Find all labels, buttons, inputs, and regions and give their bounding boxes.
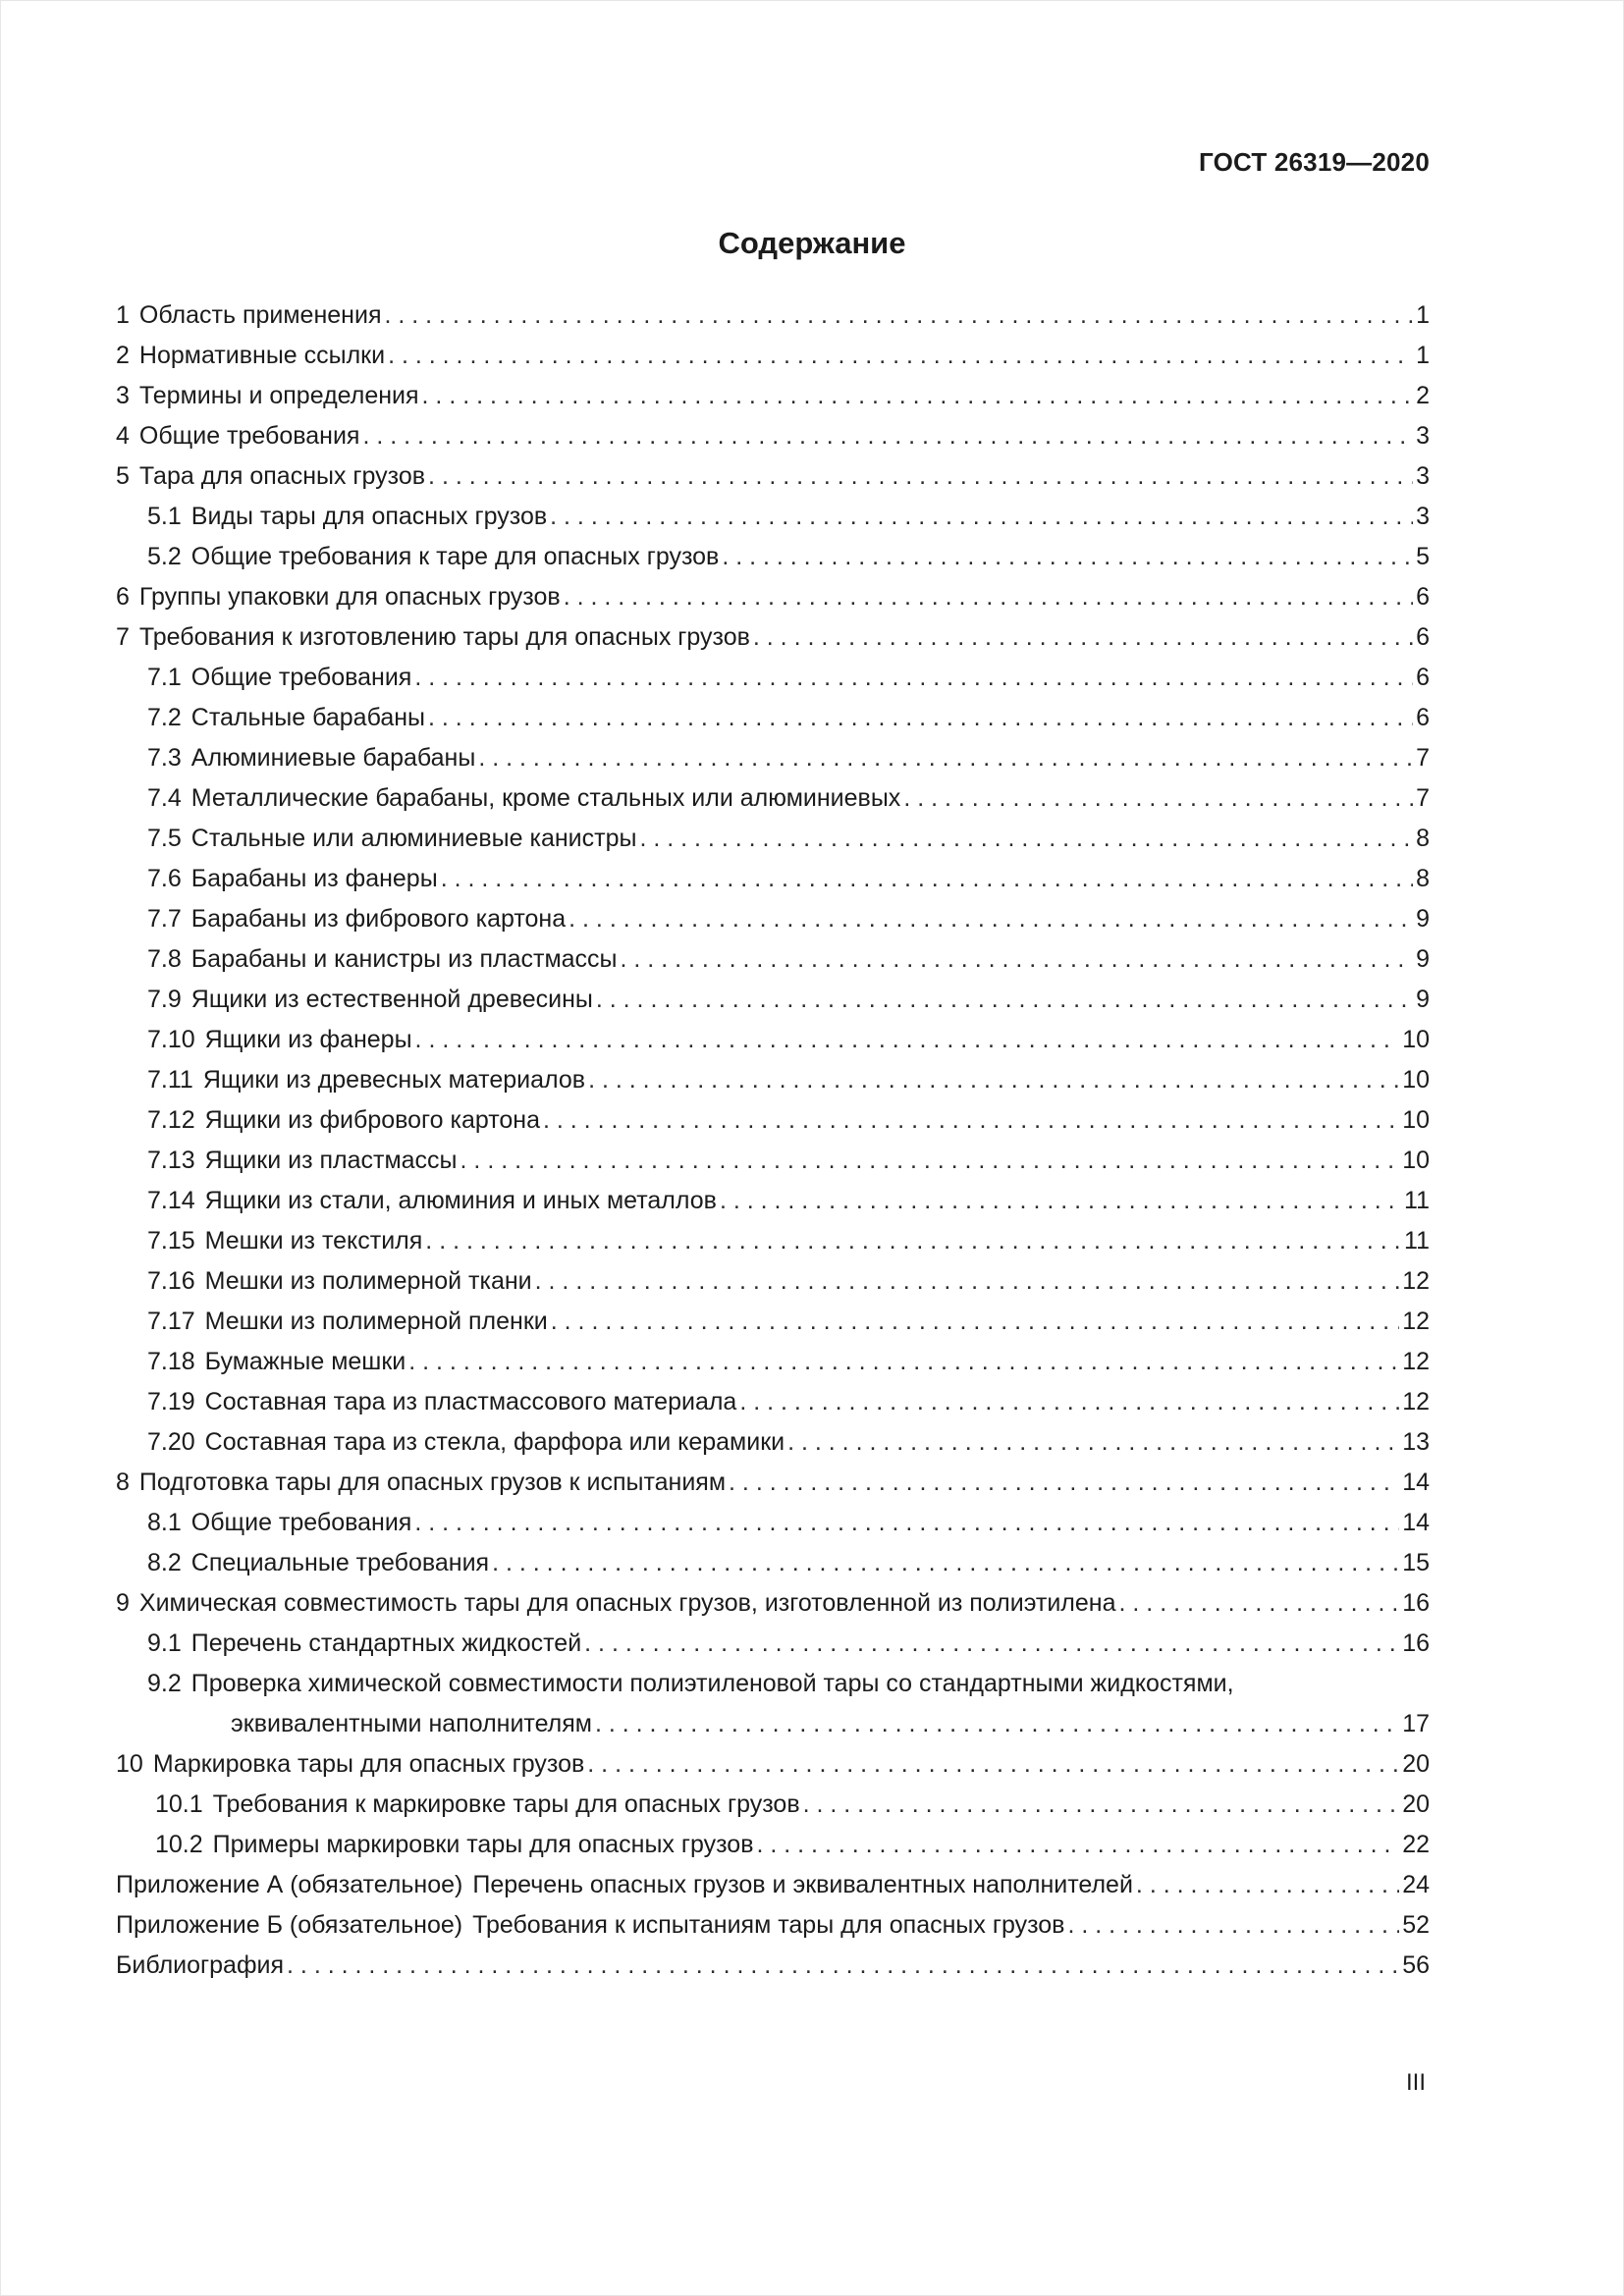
- toc-leader-dots: [535, 1261, 1400, 1302]
- toc-entry-page: 9: [1416, 986, 1430, 1013]
- toc-entry[interactable]: [116, 1261, 1430, 1302]
- toc-entry-bibliography[interactable]: [116, 1946, 1430, 1986]
- toc-entry-page: 9: [1416, 945, 1430, 973]
- toc-entry-label: Требования к испытаниям тары для опасных грузов: [472, 1911, 1065, 1939]
- page-number: III: [1405, 2069, 1426, 2096]
- toc-leader-dots: [903, 778, 1413, 819]
- toc-entry-page: 16: [1402, 1589, 1430, 1617]
- toc-leader-dots: [362, 416, 1413, 456]
- toc-entry-label: Требования к маркировке тары для опасных грузов: [212, 1790, 800, 1818]
- toc-entry-page: 10: [1402, 1026, 1430, 1053]
- toc-entry-number: 9: [116, 1589, 130, 1617]
- toc-entry[interactable]: [116, 980, 1430, 1020]
- toc-entry[interactable]: [116, 1100, 1430, 1141]
- toc-entry-label: Мешки из текстиля: [204, 1227, 423, 1255]
- toc-entry-label: Примеры маркировки тары для опасных грузов: [212, 1831, 754, 1858]
- toc-leader-dots: [722, 537, 1413, 577]
- toc-leader-dots: [287, 1946, 1399, 1986]
- toc-entry-page: 7: [1416, 744, 1430, 772]
- toc-entry-number: 7.19: [147, 1388, 195, 1415]
- toc-entry[interactable]: [116, 1060, 1430, 1100]
- toc-entry[interactable]: [116, 1503, 1430, 1543]
- toc-entry[interactable]: [116, 1543, 1430, 1583]
- toc-entry-label: Общие требования: [190, 664, 412, 691]
- toc-entry-number: 7.4: [147, 784, 182, 812]
- toc-leader-dots: [415, 1020, 1400, 1060]
- toc-entry-number: 7.9: [147, 986, 182, 1013]
- toc-entry-number: 7.1: [147, 664, 182, 691]
- toc-entry-number: 7.8: [147, 945, 182, 973]
- toc-entry-appendix[interactable]: [116, 1865, 1430, 1905]
- toc-entry-number: 7.7: [147, 905, 182, 933]
- toc-entry-page: 56: [1402, 1951, 1430, 1979]
- toc-entry-number: 7.11: [147, 1066, 193, 1094]
- toc-entry-page: 9: [1416, 905, 1430, 933]
- toc-entry-page: 12: [1402, 1267, 1430, 1295]
- toc-entry-label: Ящики из фанеры: [204, 1026, 412, 1053]
- toc-entry-label: Нормативные ссылки: [138, 342, 386, 369]
- toc-entry-page: 2: [1416, 382, 1430, 409]
- toc-entry[interactable]: [116, 497, 1430, 537]
- toc-leader-dots: [543, 1100, 1399, 1141]
- toc-leader-dots: [425, 1221, 1401, 1261]
- toc-entry-page: 17: [1402, 1710, 1430, 1737]
- toc-entry-number: 5.2: [147, 543, 182, 570]
- toc-entry-page: 20: [1402, 1750, 1430, 1778]
- toc-entry-label-continued: эквивалентными наполнителям: [231, 1710, 592, 1737]
- toc-entry-page: 3: [1416, 503, 1430, 530]
- toc-leader-dots: [621, 939, 1414, 980]
- toc-entry-appendix[interactable]: [116, 1905, 1430, 1946]
- toc-leader-dots: [753, 617, 1413, 658]
- toc-entry-number: 5.1: [147, 503, 182, 530]
- toc-entry-number: 9.2: [147, 1670, 182, 1697]
- toc-entry-label: Стальные барабаны: [190, 704, 426, 731]
- toc-entry-number: 3: [116, 382, 130, 409]
- toc-entry-page: 6: [1416, 704, 1430, 731]
- toc-entry-number: 7.15: [147, 1227, 195, 1255]
- toc-entry[interactable]: [116, 617, 1430, 658]
- toc-entry-label: Мешки из полимерной пленки: [204, 1308, 548, 1335]
- toc-leader-dots: [384, 295, 1413, 336]
- toc-entry-number: 6: [116, 583, 130, 611]
- toc-entry-number: 8.1: [147, 1509, 182, 1536]
- toc-entry-label: Составная тара из стекла, фарфора или керамики: [204, 1428, 785, 1456]
- toc-entry-number: 7.18: [147, 1348, 195, 1375]
- toc-entry[interactable]: [116, 295, 1430, 336]
- toc-entry-page: 12: [1402, 1388, 1430, 1415]
- toc-entry-label: Библиография: [116, 1951, 285, 1979]
- toc-leader-dots: [803, 1785, 1400, 1825]
- toc-leader-dots: [720, 1181, 1401, 1221]
- toc-entry-label: Маркировка тары для опасных грузов: [152, 1750, 585, 1778]
- toc-leader-dots: [1119, 1583, 1400, 1624]
- toc-entry[interactable]: [116, 1342, 1430, 1382]
- toc-entry-label: Перечень стандартных жидкостей: [190, 1629, 582, 1657]
- toc-leader-dots: [414, 658, 1413, 698]
- toc-entry-page: 13: [1402, 1428, 1430, 1456]
- toc-entry-label: Ящики из стали, алюминия и иных металлов: [204, 1187, 717, 1214]
- toc-entry[interactable]: [116, 1181, 1430, 1221]
- toc-entry-page: 24: [1402, 1871, 1430, 1898]
- document-code: ГОСТ 26319—2020: [1199, 147, 1430, 177]
- toc-entry[interactable]: [116, 1583, 1430, 1624]
- toc-entry-page: 10: [1402, 1106, 1430, 1134]
- toc-entry-page: 12: [1402, 1308, 1430, 1335]
- toc-entry-label: Химическая совместимость тары для опасных грузов, изготовленной из полиэтилена: [138, 1589, 1116, 1617]
- toc-leader-dots: [428, 456, 1413, 497]
- toc-entry-label: Стальные или алюминиевые канистры: [190, 825, 637, 852]
- toc-entry-number: 7.2: [147, 704, 182, 731]
- toc-entry-label: Бумажные мешки: [204, 1348, 406, 1375]
- toc-leader-dots: [739, 1382, 1399, 1422]
- toc-entry-number: 10.2: [155, 1831, 203, 1858]
- toc-entry[interactable]: [116, 1463, 1430, 1503]
- toc-entry-number: 7.17: [147, 1308, 195, 1335]
- toc-entry-page: 52: [1402, 1911, 1430, 1939]
- toc-entry[interactable]: [116, 939, 1430, 980]
- toc-title: Содержание: [718, 226, 906, 260]
- toc-entry-label: Требования к изготовлению тары для опасных грузов: [138, 623, 750, 651]
- toc-entry-label: Барабаны из фанеры: [190, 865, 438, 892]
- toc-entry-number: 7.14: [147, 1187, 195, 1214]
- toc-entry-page: 12: [1402, 1348, 1430, 1375]
- toc-entry-page: 20: [1402, 1790, 1430, 1818]
- toc-leader-dots: [408, 1342, 1399, 1382]
- toc-entry-number: 8: [116, 1468, 130, 1496]
- toc-entry-number: 2: [116, 342, 130, 369]
- toc-entry-number: 8.2: [147, 1549, 182, 1576]
- toc-entry-number: 5: [116, 462, 130, 490]
- toc-entry-number: 7.5: [147, 825, 182, 852]
- toc-entry[interactable]: [116, 1141, 1430, 1181]
- toc-entry[interactable]: [116, 819, 1430, 859]
- toc-entry-page: 22: [1402, 1831, 1430, 1858]
- toc-entry[interactable]: [116, 1624, 1430, 1664]
- table-of-contents: [116, 295, 1430, 1986]
- toc-leader-dots: [729, 1463, 1399, 1503]
- toc-entry[interactable]: [116, 658, 1430, 698]
- toc-leader-dots: [492, 1543, 1399, 1583]
- toc-entry-page: 1: [1416, 301, 1430, 329]
- toc-entry-label: Специальные требования: [190, 1549, 490, 1576]
- toc-leader-dots: [1136, 1865, 1399, 1905]
- toc-leader-dots: [460, 1141, 1400, 1181]
- toc-entry-page: 3: [1416, 462, 1430, 490]
- toc-entry[interactable]: [116, 1020, 1430, 1060]
- toc-entry[interactable]: [116, 456, 1430, 497]
- toc-appendix-designation: Приложение Б (обязательное): [116, 1911, 463, 1939]
- toc-entry-page: 8: [1416, 825, 1430, 852]
- toc-entry[interactable]: [116, 416, 1430, 456]
- toc-leader-dots: [441, 859, 1413, 899]
- toc-entry-page: 11: [1404, 1227, 1430, 1255]
- toc-leader-dots: [478, 738, 1413, 778]
- toc-entry-line: [147, 1664, 1430, 1704]
- toc-entry-label: Подготовка тары для опасных грузов к испытаниям: [138, 1468, 727, 1496]
- toc-entry-number: 7.3: [147, 744, 182, 772]
- toc-entry-line: [147, 1704, 1430, 1744]
- toc-entry-multiline[interactable]: [116, 1664, 1430, 1744]
- toc-entry-label: Тара для опасных грузов: [138, 462, 426, 490]
- toc-entry[interactable]: [116, 537, 1430, 577]
- toc-entry-label: Металлические барабаны, кроме стальных или алюминиевых: [190, 784, 901, 812]
- toc-leader-dots: [551, 1302, 1399, 1342]
- toc-entry[interactable]: [116, 1382, 1430, 1422]
- toc-entry-label: Проверка химической совместимости полиэтиленовой тары со стандартными жидкостями,: [190, 1670, 1234, 1697]
- toc-entry-label: Группы упаковки для опасных грузов: [138, 583, 561, 611]
- toc-entry-number: 7.16: [147, 1267, 195, 1295]
- toc-entry-page: 11: [1404, 1187, 1430, 1214]
- toc-entry-number: 7.10: [147, 1026, 195, 1053]
- toc-entry-label: Общие требования: [190, 1509, 412, 1536]
- toc-entry[interactable]: [116, 1302, 1430, 1342]
- toc-leader-dots: [388, 336, 1413, 376]
- toc-leader-dots: [422, 376, 1414, 416]
- toc-entry-number: 7.12: [147, 1106, 195, 1134]
- toc-entry-label: Ящики из древесных материалов: [202, 1066, 586, 1094]
- toc-entry-number: 7.13: [147, 1147, 195, 1174]
- toc-entry-page: 3: [1416, 422, 1430, 450]
- toc-entry[interactable]: [116, 1422, 1430, 1463]
- toc-entry-label: Ящики из пластмассы: [204, 1147, 458, 1174]
- toc-leader-dots: [595, 1704, 1399, 1744]
- toc-entry-label: Барабаны из фибрового картона: [190, 905, 567, 933]
- toc-entry-page: 5: [1416, 543, 1430, 570]
- toc-entry-number: 9.1: [147, 1629, 182, 1657]
- toc-entry[interactable]: [116, 1744, 1430, 1785]
- toc-leader-dots: [588, 1060, 1399, 1100]
- toc-entry[interactable]: [116, 1825, 1430, 1865]
- toc-entry-label: Барабаны и канистры из пластмассы: [190, 945, 618, 973]
- toc-entry-label: Ящики из фибрового картона: [204, 1106, 540, 1134]
- toc-entry-number: 4: [116, 422, 130, 450]
- toc-entry-label: Термины и определения: [138, 382, 419, 409]
- toc-leader-dots: [639, 819, 1413, 859]
- toc-appendix-designation: Приложение А (обязательное): [116, 1871, 463, 1898]
- toc-entry-page: 10: [1402, 1066, 1430, 1094]
- toc-entry[interactable]: [116, 859, 1430, 899]
- toc-entry[interactable]: [116, 336, 1430, 376]
- toc-entry[interactable]: [116, 376, 1430, 416]
- toc-entry-number: 10: [116, 1750, 143, 1778]
- toc-entry-number: 10.1: [155, 1790, 203, 1818]
- toc-entry[interactable]: [116, 1785, 1430, 1825]
- toc-entry-label: Общие требования к таре для опасных грузов: [190, 543, 720, 570]
- toc-entry[interactable]: [116, 738, 1430, 778]
- toc-entry-page: 16: [1402, 1629, 1430, 1657]
- toc-entry-page: 1: [1416, 342, 1430, 369]
- toc-entry-number: 7.6: [147, 865, 182, 892]
- toc-leader-dots: [756, 1825, 1399, 1865]
- toc-leader-dots: [587, 1744, 1399, 1785]
- toc-entry-label: Алюминиевые барабаны: [190, 744, 476, 772]
- toc-entry-label: Перечень опасных грузов и эквивалентных наполнителей: [472, 1871, 1133, 1898]
- toc-leader-dots: [564, 577, 1413, 617]
- toc-entry-label: Ящики из естественной древесины: [190, 986, 593, 1013]
- toc-entry-page: 7: [1416, 784, 1430, 812]
- toc-entry-page: 6: [1416, 583, 1430, 611]
- toc-leader-dots: [414, 1503, 1399, 1543]
- toc-entry-label: Составная тара из пластмассового материала: [204, 1388, 737, 1415]
- toc-leader-dots: [1067, 1905, 1399, 1946]
- toc-entry-page: 8: [1416, 865, 1430, 892]
- toc-entry-page: 14: [1402, 1468, 1430, 1496]
- toc-entry-page: 14: [1402, 1509, 1430, 1536]
- toc-entry-page: 6: [1416, 623, 1430, 651]
- toc-entry-page: 10: [1402, 1147, 1430, 1174]
- toc-entry-label: Общие требования: [138, 422, 360, 450]
- toc-entry[interactable]: [116, 1221, 1430, 1261]
- toc-entry[interactable]: [116, 698, 1430, 738]
- toc-entry-page: 6: [1416, 664, 1430, 691]
- toc-leader-dots: [596, 980, 1413, 1020]
- toc-leader-dots: [787, 1422, 1399, 1463]
- toc-leader-dots: [428, 698, 1413, 738]
- toc-entry-label: Мешки из полимерной ткани: [204, 1267, 532, 1295]
- toc-leader-dots: [584, 1624, 1399, 1664]
- toc-entry-label: Область применения: [138, 301, 382, 329]
- toc-entry[interactable]: [116, 899, 1430, 939]
- toc-entry-label: Виды тары для опасных грузов: [190, 503, 548, 530]
- toc-entry-number: 7.20: [147, 1428, 195, 1456]
- toc-entry-number: 1: [116, 301, 130, 329]
- toc-entry[interactable]: [116, 577, 1430, 617]
- toc-leader-dots: [550, 497, 1413, 537]
- toc-entry-number: 7: [116, 623, 130, 651]
- toc-entry-page: 15: [1402, 1549, 1430, 1576]
- toc-leader-dots: [568, 899, 1413, 939]
- toc-entry[interactable]: [116, 778, 1430, 819]
